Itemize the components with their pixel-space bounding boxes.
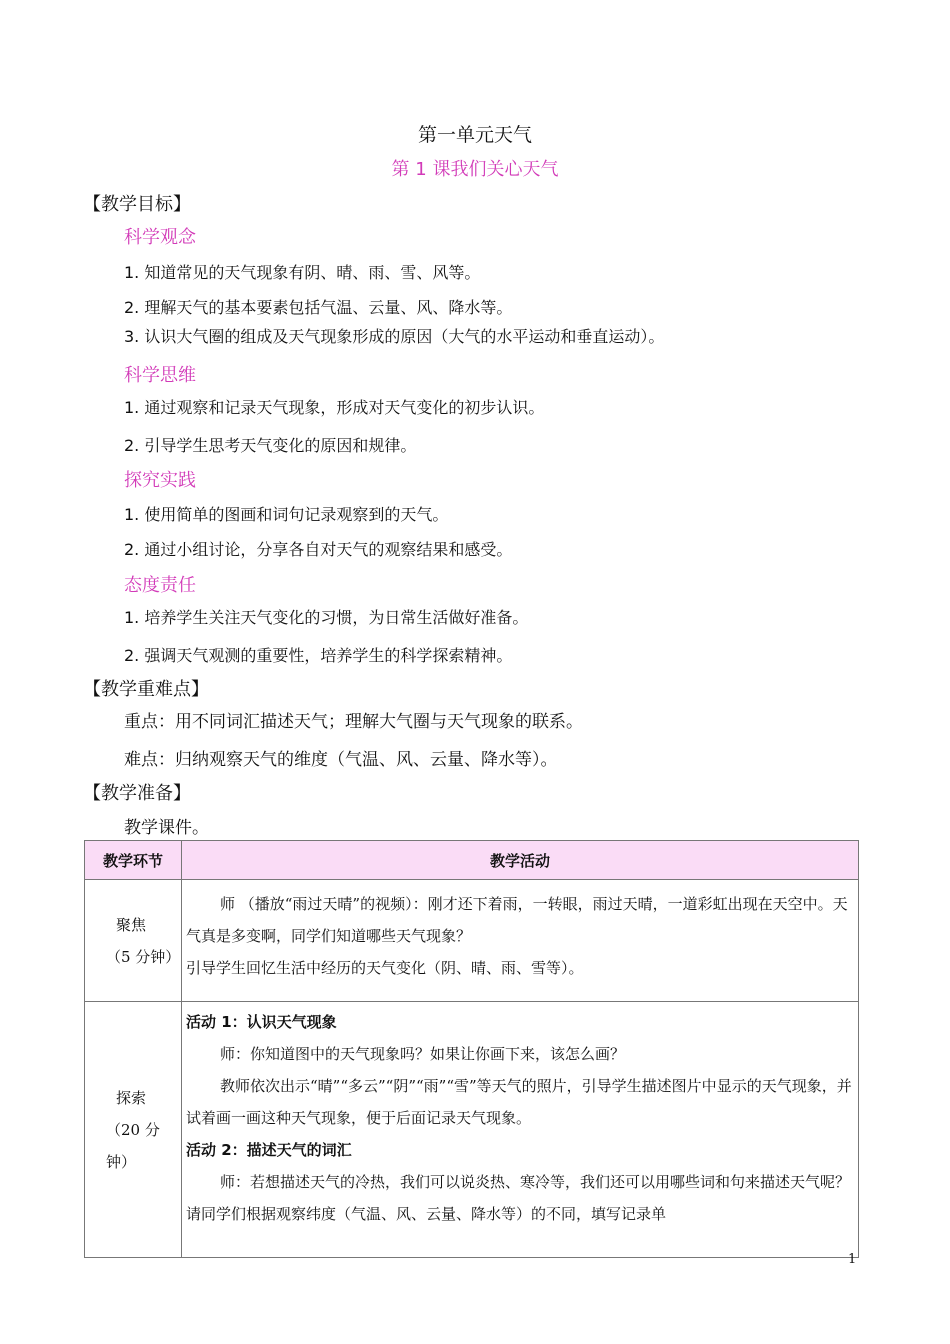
group-title-attitude: 态度责任 xyxy=(124,575,196,596)
group-title-concepts: 科学观念 xyxy=(124,227,196,248)
column-header-activity: 教学活动 xyxy=(182,841,859,880)
objective-item: 1. 使用简单的图画和词句记录观察到的天气。 xyxy=(124,505,449,524)
lesson-table xyxy=(84,840,859,1258)
objective-item: 2. 引导学生思考天气变化的原因和规律。 xyxy=(124,436,417,455)
preparation-text: 教学课件。 xyxy=(124,818,209,838)
activity-paragraph: 师 （播放“雨过天晴”的视频）：刚才还下着雨，一转眼，雨过天晴，一道彩虹出现在天空中。天气真是多变啊，同学们知道哪些天气现象？ xyxy=(186,895,848,945)
objective-item: 2. 理解天气的基本要素包括气温、云量、风、降水等。 xyxy=(124,298,513,317)
difficult-point-text: 难点：归纳观察天气的维度（气温、风、云量、降水等）。 xyxy=(124,750,558,770)
stage-duration: （20 分钟） xyxy=(106,1120,160,1171)
activity-title: 活动 2：描述天气的词汇 xyxy=(186,1141,352,1159)
objective-item: 1. 通过观察和记录天气现象，形成对天气变化的初步认识。 xyxy=(124,398,545,417)
objective-item: 1. 知道常见的天气现象有阴、晴、雨、雪、风等。 xyxy=(124,263,481,282)
group-title-practice: 探究实践 xyxy=(124,470,196,491)
key-points-heading: 【教学重难点】 xyxy=(83,679,209,700)
objective-item: 1. 培养学生关注天气变化的习惯，为日常生活做好准备。 xyxy=(124,608,529,627)
stage-name: 探索 xyxy=(116,1088,147,1107)
page-number: 1 xyxy=(848,1252,857,1267)
column-header-stage: 教学环节 xyxy=(85,841,182,880)
unit-title: 第一单元天气 xyxy=(417,124,532,146)
stage-cell xyxy=(85,1002,182,1258)
table-row xyxy=(85,880,859,1002)
table-header-row xyxy=(85,841,859,880)
table-row xyxy=(85,1002,859,1258)
activity-paragraph: 教师依次出示“晴”“多云”“阴”“雨”“雪”等天气的照片，引导学生描述图片中显示的天气现象，并试着画一画这种天气现象，便于后面记录天气现象。 xyxy=(186,1077,852,1127)
lesson-title: 第 1 课我们关心天气 xyxy=(391,159,559,180)
activity-cell xyxy=(182,1002,859,1258)
objectives-heading: 【教学目标】 xyxy=(83,194,191,215)
activity-paragraph: 引导学生回忆生活中经历的天气变化（阴、晴、雨、雪等）。 xyxy=(186,959,584,977)
stage-duration: （5 分钟） xyxy=(106,947,181,966)
objective-item: 2. 通过小组讨论，分享各自对天气的观察结果和感受。 xyxy=(124,540,513,559)
activity-paragraph: 师：你知道图中的天气现象吗？如果让你画下来，该怎么画？ xyxy=(220,1045,626,1063)
stage-cell xyxy=(85,880,182,1002)
stage-name: 聚焦 xyxy=(116,915,147,934)
key-point-text: 重点：用不同词汇描述天气；理解大气圈与天气现象的联系。 xyxy=(124,712,583,732)
activity-paragraph: 师：若想描述天气的冷热，我们可以说炎热、寒冷等，我们还可以用哪些词和句来描述天气呢？请同学们根据观察纬度（气温、风、云量、降水等）的不同，填写记录单 xyxy=(186,1173,851,1223)
activity-title: 活动 1：认识天气现象 xyxy=(186,1013,337,1031)
preparation-heading: 【教学准备】 xyxy=(83,783,191,804)
activity-cell xyxy=(182,880,859,1002)
objective-item: 3. 认识大气圈的组成及天气现象形成的原因（大气的水平运动和垂直运动）。 xyxy=(124,327,665,346)
objective-item: 2. 强调天气观测的重要性，培养学生的科学探索精神。 xyxy=(124,646,513,665)
group-title-thinking: 科学思维 xyxy=(124,365,196,386)
